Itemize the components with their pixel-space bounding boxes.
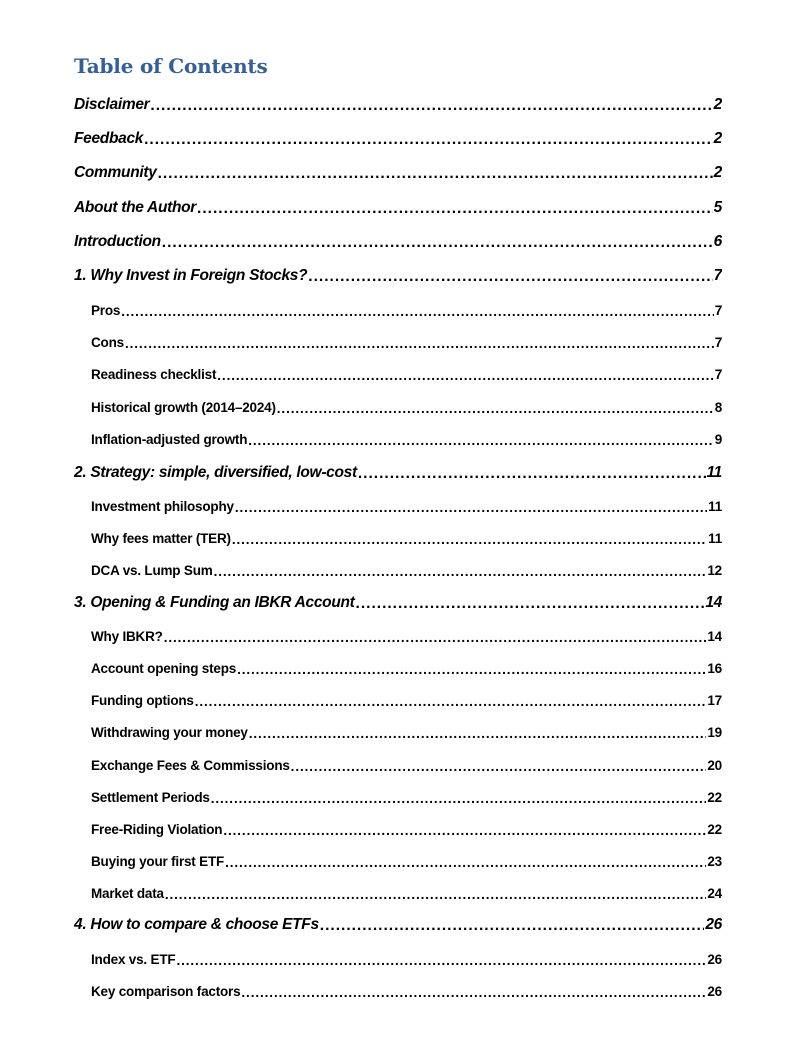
dot-leader bbox=[225, 856, 706, 870]
toc-entry-label: 4. How to compare & choose ETFs bbox=[74, 916, 319, 933]
toc-entry-label: Market data bbox=[91, 886, 164, 901]
dot-leader bbox=[232, 533, 707, 547]
toc-page-number: 23 bbox=[707, 854, 722, 869]
dot-leader bbox=[144, 133, 713, 149]
dot-leader bbox=[197, 202, 713, 218]
toc-page-number: 11 bbox=[706, 464, 722, 481]
toc-entry-label: Funding options bbox=[91, 693, 194, 708]
toc-page-number: 7 bbox=[714, 367, 722, 382]
toc-entry-label: About the Author bbox=[74, 199, 197, 216]
dot-leader bbox=[249, 727, 707, 741]
toc-entry-label: DCA vs. Lump Sum bbox=[91, 563, 213, 578]
dot-leader bbox=[356, 597, 705, 613]
toc-entry-label: Community bbox=[74, 164, 157, 181]
dot-leader bbox=[237, 663, 706, 677]
toc-entry-free-riding-violation[interactable] bbox=[91, 819, 722, 837]
toc-page-number: 26 bbox=[707, 984, 722, 999]
dot-leader bbox=[277, 402, 714, 416]
dot-leader bbox=[235, 501, 707, 515]
dot-leader bbox=[308, 270, 712, 286]
dot-leader bbox=[248, 434, 713, 448]
dot-leader bbox=[217, 369, 713, 383]
toc-page-number: 8 bbox=[714, 400, 722, 415]
toc-page-number: 11 bbox=[708, 531, 722, 546]
toc-page-number: 26 bbox=[705, 916, 722, 933]
toc-entry-withdrawing-your-money[interactable] bbox=[91, 722, 722, 740]
dot-leader bbox=[241, 986, 706, 1000]
toc-page-number: 9 bbox=[714, 432, 722, 447]
toc-page-number: 6 bbox=[713, 233, 722, 250]
toc-entry-cons[interactable] bbox=[91, 332, 722, 350]
dot-leader bbox=[214, 565, 707, 579]
toc-entry-label: 3. Opening & Funding an IBKR Account bbox=[74, 594, 355, 611]
toc-entry-label: Pros bbox=[91, 303, 121, 318]
toc-entry-why-fees-matter[interactable] bbox=[91, 528, 722, 546]
toc-entry-label: Readiness checklist bbox=[91, 367, 217, 382]
toc-page-number: 7 bbox=[713, 267, 722, 284]
toc-page-number: 26 bbox=[707, 952, 722, 967]
toc-entry-label: Index vs. ETF bbox=[91, 952, 176, 967]
toc-page-number: 17 bbox=[707, 693, 722, 708]
dot-leader bbox=[150, 99, 712, 115]
toc-page-number: 2 bbox=[713, 130, 722, 147]
toc-entry-disclaimer[interactable] bbox=[74, 94, 722, 114]
toc-page-number: 2 bbox=[713, 164, 722, 181]
toc-entry-label: Feedback bbox=[74, 130, 144, 147]
dot-leader bbox=[162, 236, 713, 252]
toc-entry-feedback[interactable] bbox=[74, 128, 722, 148]
toc-entry-chapter-2[interactable] bbox=[74, 462, 722, 482]
toc-entry-label: Cons bbox=[91, 335, 124, 350]
dot-leader bbox=[165, 888, 707, 902]
dot-leader bbox=[164, 631, 707, 645]
toc-entry-label: Key comparison factors bbox=[91, 984, 241, 999]
toc-entry-label: Investment philosophy bbox=[91, 499, 234, 514]
toc-page-number: 16 bbox=[707, 661, 722, 676]
toc-page-number: 7 bbox=[714, 303, 722, 318]
toc-entry-historical-growth[interactable] bbox=[91, 397, 722, 415]
toc-page-number: 12 bbox=[707, 563, 722, 578]
dot-leader bbox=[121, 305, 713, 319]
toc-entry-label: 2. Strategy: simple, diversified, low-cost bbox=[74, 464, 357, 481]
toc-entry-settlement-periods[interactable] bbox=[91, 787, 722, 805]
toc-entry-buying-first-etf[interactable] bbox=[91, 851, 722, 869]
dot-leader bbox=[125, 337, 714, 351]
toc-entry-account-opening-steps[interactable] bbox=[91, 658, 722, 676]
toc-page-number: 5 bbox=[713, 199, 722, 216]
toc-entry-label: Introduction bbox=[74, 233, 161, 250]
toc-entry-chapter-4[interactable] bbox=[74, 914, 722, 934]
dot-leader bbox=[211, 792, 707, 806]
toc-entry-exchange-fees[interactable] bbox=[91, 755, 722, 773]
toc-entry-about-the-author[interactable] bbox=[74, 197, 722, 217]
toc-entry-dca-vs-lump-sum[interactable] bbox=[91, 560, 722, 578]
toc-entry-market-data[interactable] bbox=[91, 883, 722, 901]
toc-entry-funding-options[interactable] bbox=[91, 690, 722, 708]
toc-entry-label: Free-Riding Violation bbox=[91, 822, 223, 837]
toc-page-number: 14 bbox=[707, 629, 722, 644]
toc-entry-label: 1. Why Invest in Foreign Stocks? bbox=[74, 267, 308, 284]
toc-entry-inflation-adjusted-growth[interactable] bbox=[91, 429, 722, 447]
toc-title: Table of Contents bbox=[74, 54, 268, 78]
toc-page-number: 22 bbox=[707, 822, 722, 837]
toc-entry-label: Inflation-adjusted growth bbox=[91, 432, 248, 447]
dot-leader bbox=[176, 954, 706, 968]
toc-page-number: 2 bbox=[713, 96, 722, 113]
toc-entry-label: Why fees matter (TER) bbox=[91, 531, 231, 546]
toc-page-number: 19 bbox=[707, 725, 722, 740]
dot-leader bbox=[223, 824, 706, 838]
toc-page-number: 22 bbox=[707, 790, 722, 805]
dot-leader bbox=[320, 919, 705, 935]
toc-entry-why-ibkr[interactable] bbox=[91, 626, 722, 644]
toc-entry-label: Historical growth (2014–2024) bbox=[91, 400, 276, 415]
toc-page-number: 24 bbox=[707, 886, 722, 901]
toc-entry-index-vs-etf[interactable] bbox=[91, 949, 722, 967]
toc-entry-pros[interactable] bbox=[91, 300, 722, 318]
toc-entry-label: Disclaimer bbox=[74, 96, 150, 113]
toc-entry-introduction[interactable] bbox=[74, 231, 722, 251]
toc-entry-key-comparison-factors[interactable] bbox=[91, 981, 722, 999]
toc-page-number: 14 bbox=[705, 594, 722, 611]
toc-entry-label: Buying your first ETF bbox=[91, 854, 225, 869]
toc-entry-label: Why IBKR? bbox=[91, 629, 163, 644]
dot-leader bbox=[158, 167, 713, 183]
toc-entry-chapter-1[interactable] bbox=[74, 265, 722, 285]
dot-leader bbox=[195, 695, 707, 709]
toc-page-number: 7 bbox=[714, 335, 722, 350]
toc-entry-label: Settlement Periods bbox=[91, 790, 210, 805]
toc-entry-investment-philosophy[interactable] bbox=[91, 496, 722, 514]
toc-entry-chapter-3[interactable] bbox=[74, 592, 722, 612]
toc-entry-community[interactable] bbox=[74, 162, 722, 182]
toc-entry-label: Exchange Fees & Commissions bbox=[91, 758, 290, 773]
toc-entry-label: Account opening steps bbox=[91, 661, 237, 676]
toc-entry-readiness-checklist[interactable] bbox=[91, 364, 722, 382]
dot-leader bbox=[291, 760, 707, 774]
toc-page-number: 20 bbox=[707, 758, 722, 773]
dot-leader bbox=[358, 467, 706, 483]
toc-page-number: 11 bbox=[708, 499, 722, 514]
toc-entry-label: Withdrawing your money bbox=[91, 725, 248, 740]
